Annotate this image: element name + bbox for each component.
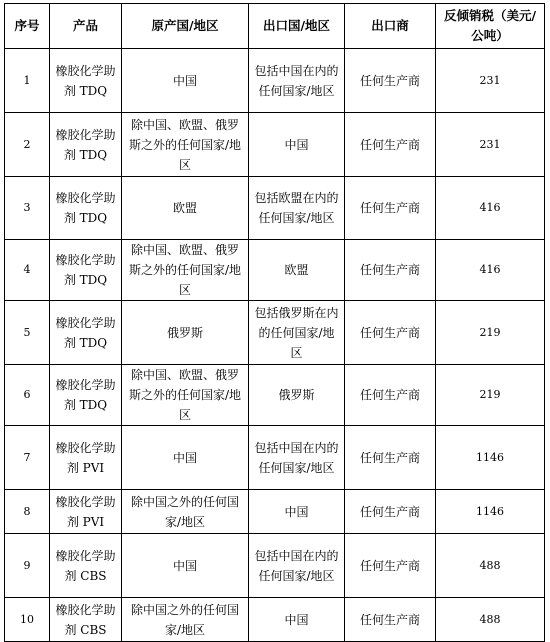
cell-exporter: 任何生产商 <box>345 177 436 240</box>
table-row <box>5 490 545 534</box>
cell-exporter: 任何生产商 <box>345 240 436 301</box>
cell-duty: 416 <box>436 240 545 301</box>
cell-product: 橡胶化学助剂 TDQ <box>50 177 122 240</box>
cell-duty: 1146 <box>436 490 545 534</box>
table-row <box>5 113 545 177</box>
cell-origin: 俄罗斯 <box>122 301 249 365</box>
cell-export: 俄罗斯 <box>249 365 345 426</box>
cell-product: 橡胶化学助剂 TDQ <box>50 113 122 177</box>
cell-no: 3 <box>5 177 50 240</box>
cell-export: 欧盟 <box>249 240 345 301</box>
table-header-row <box>5 4 545 49</box>
cell-export: 包括欧盟在内的任何国家/地区 <box>249 177 345 240</box>
cell-exporter: 任何生产商 <box>345 365 436 426</box>
cell-duty: 488 <box>436 534 545 598</box>
cell-origin: 除中国之外的任何国家/地区 <box>122 490 249 534</box>
table-row <box>5 49 545 113</box>
cell-origin: 欧盟 <box>122 177 249 240</box>
table-row <box>5 240 545 301</box>
cell-duty: 416 <box>436 177 545 240</box>
table-row <box>5 534 545 598</box>
cell-product: 橡胶化学助剂 CBS <box>50 598 122 642</box>
cell-exporter: 任何生产商 <box>345 426 436 490</box>
cell-product: 橡胶化学助剂 TDQ <box>50 49 122 113</box>
cell-product: 橡胶化学助剂 TDQ <box>50 365 122 426</box>
cell-duty: 488 <box>436 598 545 642</box>
cell-no: 8 <box>5 490 50 534</box>
cell-product: 橡胶化学助剂 TDQ <box>50 240 122 301</box>
cell-export: 中国 <box>249 598 345 642</box>
cell-origin: 除中国之外的任何国家/地区 <box>122 598 249 642</box>
cell-exporter: 任何生产商 <box>345 534 436 598</box>
cell-no: 5 <box>5 301 50 365</box>
table-row <box>5 177 545 240</box>
header-duty: 反倾销税（美元/公吨） <box>436 4 545 49</box>
cell-origin: 中国 <box>122 426 249 490</box>
anti-dumping-duty-table <box>4 3 545 642</box>
cell-export: 中国 <box>249 113 345 177</box>
table-row <box>5 365 545 426</box>
cell-no: 10 <box>5 598 50 642</box>
cell-no: 9 <box>5 534 50 598</box>
cell-exporter: 任何生产商 <box>345 113 436 177</box>
cell-no: 2 <box>5 113 50 177</box>
cell-exporter: 任何生产商 <box>345 490 436 534</box>
cell-no: 4 <box>5 240 50 301</box>
cell-no: 6 <box>5 365 50 426</box>
cell-export: 包括俄罗斯在内的任何国家/地区 <box>249 301 345 365</box>
cell-export: 包括中国在内的任何国家/地区 <box>249 426 345 490</box>
cell-duty: 219 <box>436 365 545 426</box>
cell-exporter: 任何生产商 <box>345 49 436 113</box>
header-export: 出口国/地区 <box>249 4 345 49</box>
cell-product: 橡胶化学助剂 PVI <box>50 426 122 490</box>
cell-duty: 231 <box>436 49 545 113</box>
cell-duty: 1146 <box>436 426 545 490</box>
cell-export: 包括中国在内的任何国家/地区 <box>249 534 345 598</box>
cell-product: 橡胶化学助剂 CBS <box>50 534 122 598</box>
header-product: 产品 <box>50 4 122 49</box>
cell-exporter: 任何生产商 <box>345 598 436 642</box>
table-row <box>5 598 545 642</box>
cell-duty: 219 <box>436 301 545 365</box>
cell-product: 橡胶化学助剂 PVI <box>50 490 122 534</box>
cell-export: 包括中国在内的任何国家/地区 <box>249 49 345 113</box>
cell-origin: 除中国、欧盟、俄罗斯之外的任何国家/地区 <box>122 113 249 177</box>
cell-origin: 除中国、欧盟、俄罗斯之外的任何国家/地区 <box>122 365 249 426</box>
header-origin: 原产国/地区 <box>122 4 249 49</box>
cell-duty: 231 <box>436 113 545 177</box>
cell-origin: 中国 <box>122 534 249 598</box>
header-no: 序号 <box>5 4 50 49</box>
cell-origin: 除中国、欧盟、俄罗斯之外的任何国家/地区 <box>122 240 249 301</box>
cell-export: 中国 <box>249 490 345 534</box>
cell-no: 1 <box>5 49 50 113</box>
table-row <box>5 426 545 490</box>
cell-exporter: 任何生产商 <box>345 301 436 365</box>
header-exporter: 出口商 <box>345 4 436 49</box>
cell-origin: 中国 <box>122 49 249 113</box>
cell-product: 橡胶化学助剂 TDQ <box>50 301 122 365</box>
cell-no: 7 <box>5 426 50 490</box>
table-row <box>5 301 545 365</box>
